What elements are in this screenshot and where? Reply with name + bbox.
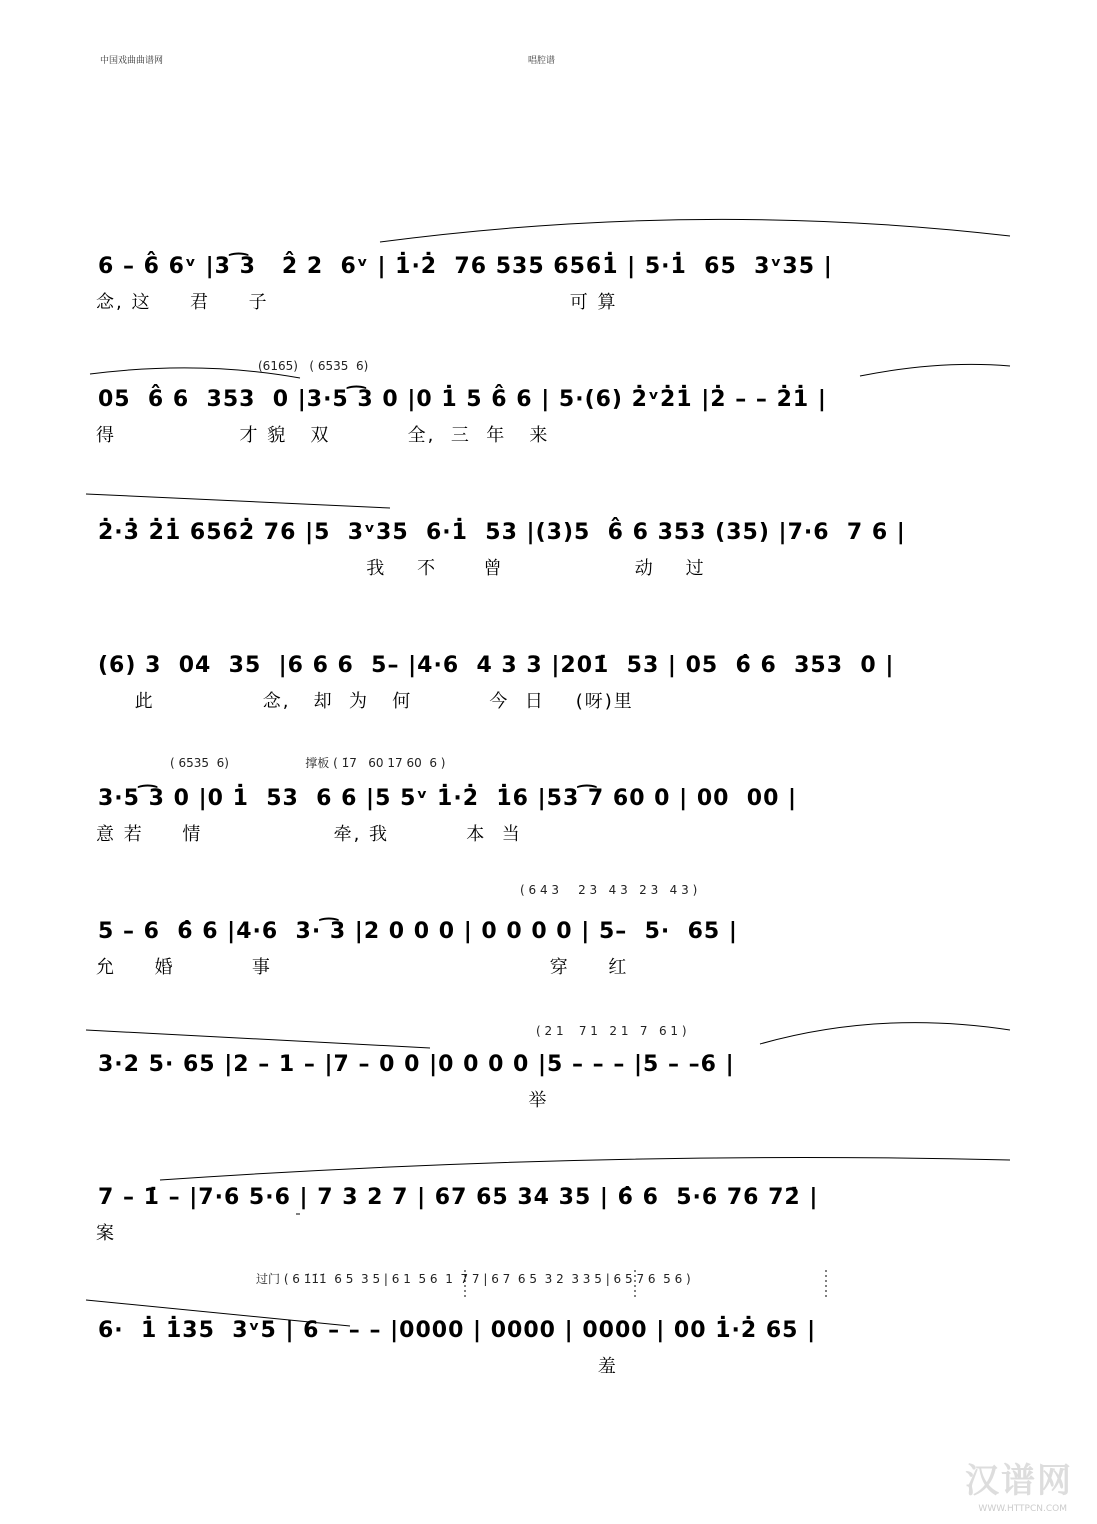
lyrics-line: 意 若 情 牵, 我 本 当 <box>96 824 522 845</box>
lyrics-line: 允 婚 事 穿 红 <box>96 957 629 978</box>
score-type: 唱腔谱 <box>528 56 556 66</box>
notes-line: 05 6̂ 6 353 0 |3·5 ͡3 0 |0 1̇ 5 6̂ 6 | 5·(6) 2̇ᵛ2̇1̇ |2̇ – – 2̇1̇ | <box>98 387 827 412</box>
notes-line: 5 – 6 6̂ 6 |4·6 3· ͡3 |2 0 0 0 | 0 0 0 0 | 5– 5· 65 | <box>98 919 738 944</box>
annotation: 过门 ( 6 1̇1̇1̇ 6 5 3 5 | 6 1 5 6 1 7 7 | 6 7 6 5 3 2 3 3 5 | 6 5 7 6 5 6 ) <box>256 1272 691 1286</box>
watermark-logo: 汉谱网 <box>965 1461 1073 1501</box>
site-name: 中国戏曲曲谱网 <box>100 56 164 66</box>
notes-line: 6· 1̇ 1̇35 3ᵛ5 | 6 – – – |0000 | 0000 | 0000 | 00 1̇·2̇ 65 | <box>98 1318 817 1343</box>
notes-line: 3·5 ͡3 0 |0 1̇ 53 6 6 |5 5ᵛ 1̇·2̇ 1̇6 |53 ͡7 60 0 | 00 00 | <box>98 786 798 811</box>
annotation: ( 6 4 3 2 3 4 3 2 3 4 3 ) <box>520 883 698 897</box>
notes-line: 2̇·3̇ 2̇1̇ 6562̇ 76 |5 3ᵛ35 6·1̇ 53 |(3)5 6̂ 6 353 (35) |7·6 7 6 | <box>98 520 906 545</box>
lyrics-line: 得 才 貌 双 全, 三 年 来 <box>96 425 550 446</box>
annotation: ( 2 1 7 1 2 1 7 6 1 ) <box>536 1024 687 1038</box>
lyrics-line: 我 不 曾 动 过 <box>96 558 706 579</box>
lyrics-line: 举 <box>96 1090 549 1111</box>
notes-line: 6 – 6̂ 6ᵛ |3 ͡3 2̂ 2 6ᵛ | 1̇·2̇ 76 535 6561̇ | 5·1̇ 65 3ᵛ35 | <box>98 254 833 279</box>
annotation: (6165) ( 6535 6) <box>258 359 369 373</box>
lyrics-line: 羞 <box>96 1356 618 1377</box>
notes-line: (6) 3 04 35 |6 6 6 5– |4·6 4 3 3 |201̇ 53 | 05 6̂ 6 353 0 | <box>98 653 895 678</box>
lyrics-line: 念, 这 君 子 可 算 <box>96 292 618 313</box>
watermark-url: WWW.HTTPCN.COM <box>978 1504 1067 1514</box>
lyrics-line: 案 <box>96 1223 116 1244</box>
notes-line: 7 – 1̇ – |7·6 5·6 | 7 3 2 7 | 67 65 34 35 | 6̂ 6 5·6 76 72̇ | <box>98 1185 819 1210</box>
notes-line: 3·2 5· 65 |2 – 1 – |7 – 0 0 |0 0 0 0 |5 – – – |5 – –6 | <box>98 1052 735 1077</box>
lyrics-line: 此 念, 却 为 何 今 日 (呀)里 <box>96 691 634 712</box>
annotation: ( 6535 6) 撑板 ( 1̇7 60 17 60 6 ) <box>170 756 446 770</box>
